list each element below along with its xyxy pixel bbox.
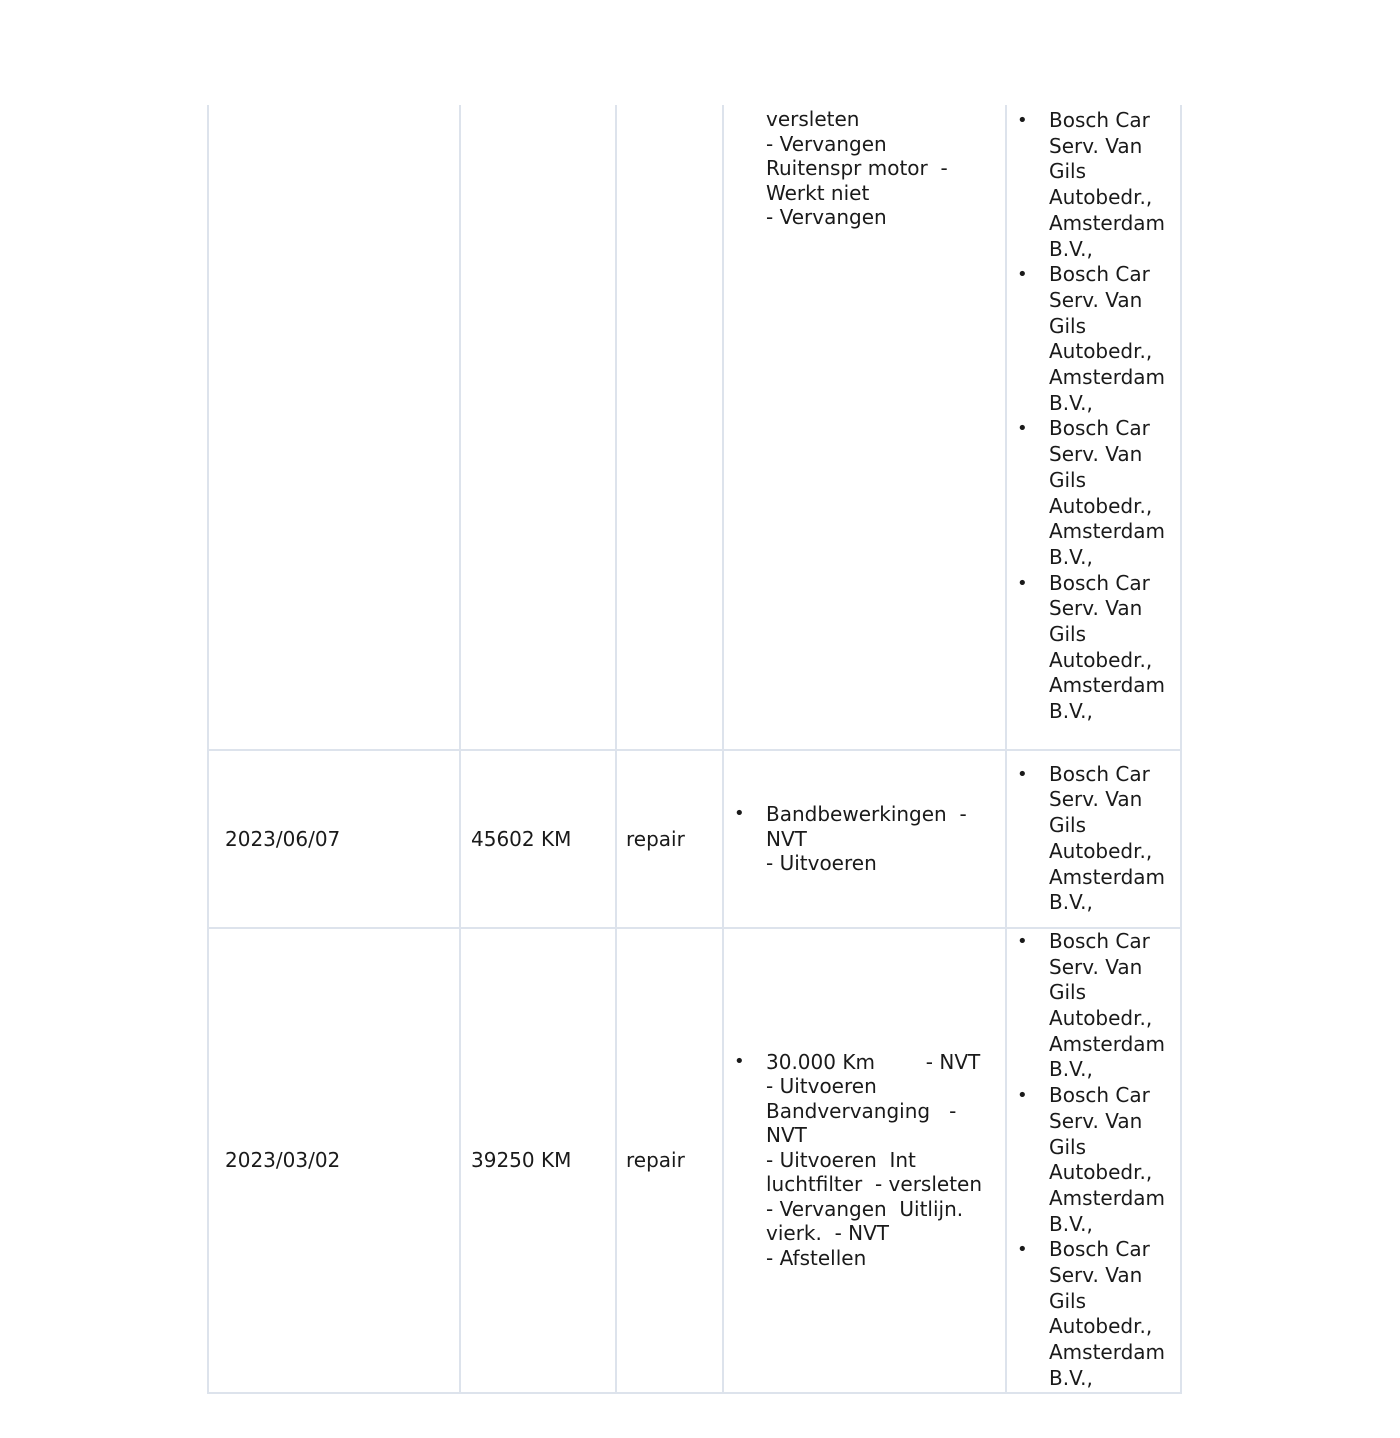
table-row <box>208 750 1181 928</box>
garage-name: Bosch Car Serv. Van Gils Autobedr., Amsterdam B.V., <box>1049 1083 1172 1236</box>
garage-cell <box>1006 105 1181 750</box>
bullet-icon: • <box>734 1050 745 1072</box>
mileage-cell: 39250 KM <box>460 928 616 1393</box>
maintenance-history-table <box>207 105 1182 1394</box>
date-cell: 2023/03/02 <box>208 928 460 1393</box>
list-item <box>1017 416 1178 570</box>
list-item <box>734 1049 995 1271</box>
table-row <box>208 928 1181 1393</box>
table-row <box>208 105 1181 750</box>
bullet-icon: • <box>1017 930 1028 952</box>
work-list <box>724 802 1005 876</box>
work-description-cell <box>723 928 1006 1393</box>
list-item <box>734 802 995 876</box>
date-cell: 2023/06/07 <box>208 750 460 928</box>
mileage-cell: 45602 KM <box>460 750 616 928</box>
work-item-text: 30.000 Km - NVT - Uitvoeren Bandvervanging - NVT - Uitvoeren Int luchtfilter - versleten - Vervangen Uitlijn. vierk. - NVT - Afstellen <box>766 1049 983 1270</box>
mileage-cell <box>460 105 616 750</box>
garage-cell <box>1006 750 1181 928</box>
bullet-icon: • <box>1017 572 1028 594</box>
bullet-icon: • <box>1017 418 1028 440</box>
work-description-cell <box>723 105 1006 750</box>
bullet-icon: • <box>1017 763 1028 785</box>
list-item <box>1017 928 1178 1083</box>
work-description-text: versleten - Vervangen Ruitenspr motor - Werkt niet - Vervangen <box>766 107 948 229</box>
garage-list <box>1007 762 1180 916</box>
garage-name: Bosch Car Serv. Van Gils Autobedr., Amsterdam B.V., <box>1049 262 1172 415</box>
list-item <box>1017 761 1178 916</box>
type-cell <box>616 105 723 750</box>
date-cell <box>208 105 460 750</box>
list-item <box>1017 262 1178 416</box>
bullet-icon: • <box>1017 1239 1028 1261</box>
bullet-icon: • <box>1017 110 1028 131</box>
list-item <box>1017 570 1178 725</box>
garage-name: Bosch Car Serv. Van Gils Autobedr., Amsterdam B.V., <box>1049 570 1172 724</box>
bullet-icon: • <box>1017 1085 1028 1107</box>
garage-name: Bosch Car Serv. Van Gils Autobedr., Amsterdam B.V., <box>1049 928 1172 1082</box>
work-description-cell <box>723 750 1006 928</box>
list-item <box>1017 1083 1178 1237</box>
garage-cell <box>1006 928 1181 1393</box>
type-cell: repair <box>616 928 723 1393</box>
type-cell: repair <box>616 750 723 928</box>
work-list <box>724 1050 1005 1271</box>
work-item-text: Bandbewerkingen - NVT - Uitvoeren <box>766 802 967 876</box>
garage-name: Bosch Car Serv. Van Gils Autobedr., Amsterdam B.V., <box>1049 1237 1172 1390</box>
garage-name: Bosch Car Serv. Van Gils Autobedr., Amsterdam B.V., <box>1049 761 1172 915</box>
bullet-icon: • <box>734 803 745 825</box>
list-item <box>1017 108 1178 262</box>
garage-list <box>1007 105 1180 749</box>
garage-name: Bosch Car Serv. Van Gils Autobedr., Amsterdam B.V., <box>1049 108 1172 261</box>
garage-list <box>1007 929 1180 1392</box>
garage-name: Bosch Car Serv. Van Gils Autobedr., Amsterdam B.V., <box>1049 416 1172 569</box>
list-item <box>1017 1237 1178 1391</box>
bullet-icon: • <box>1017 264 1028 286</box>
